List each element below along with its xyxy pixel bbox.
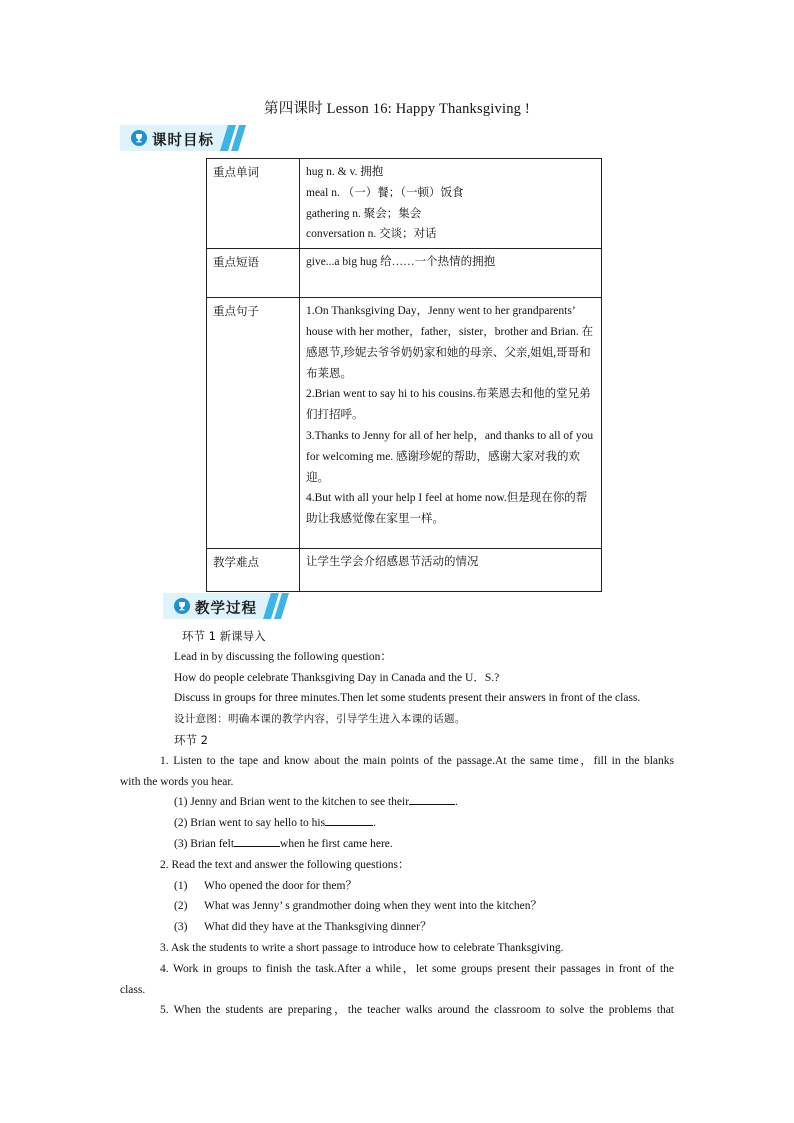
question-item: (1) Who opened the door for them？ bbox=[174, 879, 357, 892]
teaching-process bbox=[120, 626, 674, 1021]
vocab-item: conversation n. 交谈；对话 bbox=[306, 228, 437, 241]
question-item: (3) What did they have at the Thanksgiving dinner？ bbox=[174, 921, 432, 934]
task-item: 5. When the students are preparing，the teacher walks around the classroom to solve the problems that bbox=[160, 1004, 674, 1017]
teaching-difficulty-label: 教学难点 bbox=[207, 549, 300, 592]
design-intent: 设计意图：明确本课的教学内容，引导学生进入本课的话题。 bbox=[174, 713, 466, 726]
process-section-label: 教学过程 bbox=[195, 601, 257, 617]
step1-line: Discuss in groups for three minutes.Then let some students present their answers in front of the class. bbox=[174, 692, 641, 705]
step1-line: How do people celebrate Thanksgiving Day in Canada and the U．S.? bbox=[174, 671, 500, 684]
process-section-banner bbox=[163, 593, 289, 619]
key-sentences-label: 重点句子 bbox=[207, 298, 300, 549]
task-item: 2. Read the text and answer the following questions： bbox=[160, 858, 410, 871]
table-row bbox=[207, 159, 602, 249]
goals-section-label: 课时目标 bbox=[152, 133, 214, 149]
key-words-cell bbox=[300, 159, 602, 249]
key-phrases-label: 重点短语 bbox=[207, 249, 300, 298]
step2-title: 环节 2 bbox=[174, 732, 208, 747]
task-item: 4. Work in groups to finish the task.After a while，let some groups present their passages in front of the bbox=[160, 962, 674, 975]
answer-blank bbox=[325, 813, 373, 826]
key-sentence: 2.Brian went to say hi to his cousins.布莱恩去和他的堂兄弟们打招呼。 bbox=[306, 388, 591, 422]
task-item-continued: class. bbox=[120, 983, 146, 996]
trophy-icon bbox=[174, 598, 190, 614]
teaching-difficulty: 让学生学会介绍感恩节活动的情况 bbox=[300, 549, 602, 592]
key-words-label: 重点单词 bbox=[207, 159, 300, 249]
key-sentence: 3.Thanks to Jenny for all of her help，and thanks to all of you for welcoming me. 感谢珍妮的帮助，感谢大家对我的欢迎。 bbox=[306, 429, 594, 484]
task-item-continued: with the words you hear. bbox=[120, 775, 234, 788]
table-row bbox=[207, 298, 602, 549]
vocab-item: meal n. （一）餐；（一顿）饭食 bbox=[306, 186, 464, 199]
vocab-item: hug n. & v. 拥抱 bbox=[306, 166, 384, 178]
step1-title: 环节 1 新课导入 bbox=[182, 629, 266, 643]
step1-line: Lead in by discussing the following question： bbox=[174, 650, 392, 663]
goals-section-banner bbox=[120, 125, 246, 151]
table-row bbox=[207, 549, 602, 592]
lesson-title: 第四课时 Lesson 16: Happy Thanksgiving ! bbox=[264, 101, 530, 117]
key-sentences-cell bbox=[300, 298, 602, 549]
vocab-item: gathering n. 聚会；集会 bbox=[306, 207, 422, 220]
key-sentence: 4.But with all your help I feel at home now.但是现在你的帮助让我感觉像在家里一样。 bbox=[306, 492, 588, 526]
answer-blank bbox=[409, 792, 455, 805]
answer-blank bbox=[234, 834, 280, 847]
key-phrase: give...a big hug 给……一个热情的拥抱 bbox=[300, 249, 602, 298]
fill-blank-item: (1) Jenny and Brian went to the kitchen to see their . bbox=[120, 792, 674, 813]
table-row bbox=[207, 249, 602, 298]
task-item: 3. Ask the students to write a short passage to introduce how to celebrate Thanksgiving. bbox=[160, 941, 564, 954]
fill-blank-item: (3) Brian felt when he first came here. bbox=[120, 834, 674, 855]
fill-blank-item: (2) Brian went to say hello to his . bbox=[120, 813, 674, 834]
question-item: (2) What was Jenny’ s grandmother doing when they went into the kitchen？ bbox=[174, 900, 542, 913]
trophy-icon bbox=[131, 130, 147, 146]
key-sentence: 1.On Thanksgiving Day，Jenny went to her grandparents’ house with her mother，father，sister，brother and Brian. 在感恩节,珍妮去爷爷奶奶家和她的母亲、父亲,姐姐,哥哥和布莱恩。 bbox=[306, 305, 594, 380]
lesson-goals-table bbox=[206, 158, 602, 592]
task-item: 1. Listen to the tape and know about the main points of the passage.At the same time，fill in the blanks bbox=[160, 754, 674, 767]
